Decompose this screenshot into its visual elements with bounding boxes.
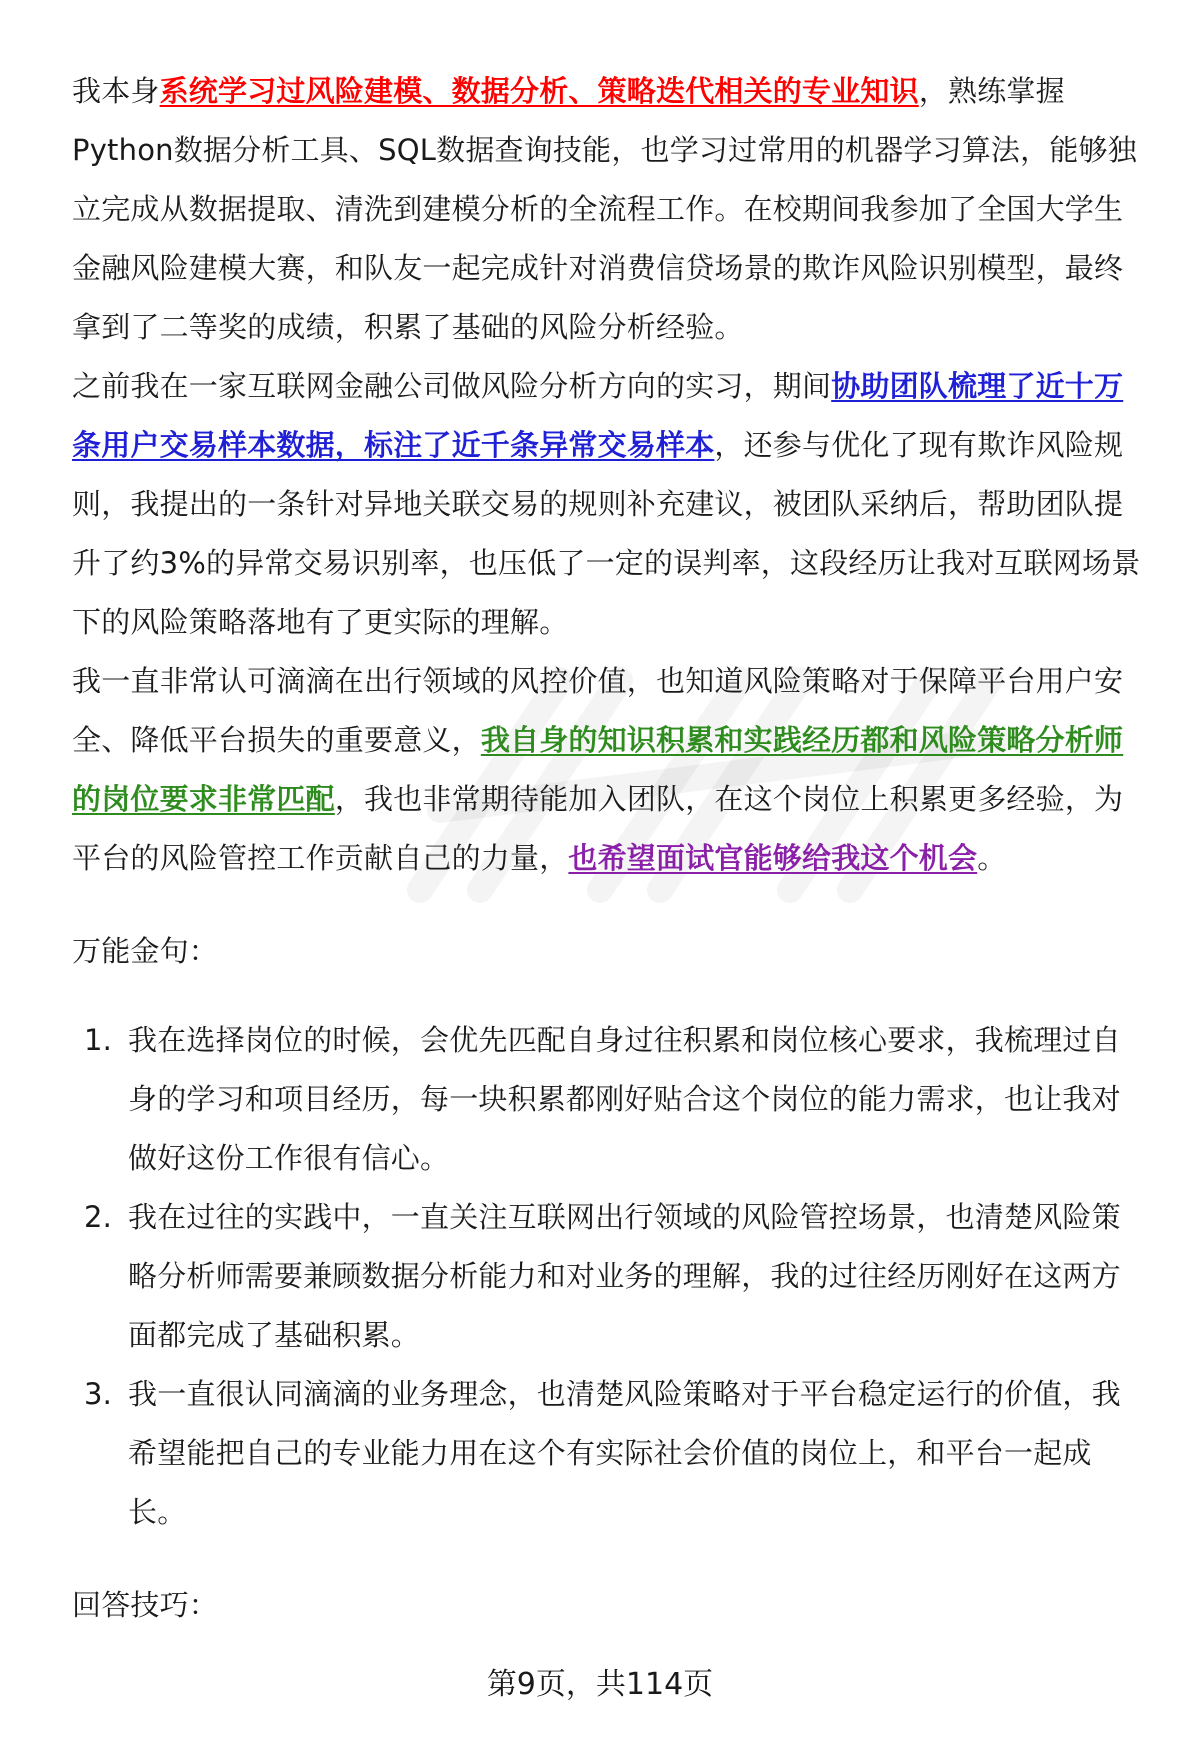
paragraph-2-after: ，还参与优化了现有欺诈风险规则，我提出的一条针对异地关联交易的规则补充建议，被团队采纳后，帮助团队提升了约3%的异常交易识别率，也压低了一定的误判率，这段经历让我对互联网场景下的风险策略落地有了更实际的理解。 (72, 428, 1141, 639)
golden-sentences-list (72, 1011, 1152, 1542)
paragraph-3-highlight: 我自身的知识积累和实践经历都和风险策略分析师的岗位要求非常匹配 (72, 723, 1124, 816)
list-item (72, 1365, 1148, 1542)
paragraph-3-middle: ，我也非常期待能加入团队，在这个岗位上积累更多经验，为平台的风险管控工作贡献自己的力量， (72, 782, 1124, 875)
paragraph-2-before: 之前我在一家互联网金融公司做风险分析方向的实习，期间 (72, 369, 832, 403)
paragraph-1-before: 我本身 (72, 74, 160, 108)
answer-tips-heading: 回答技巧： (72, 1588, 219, 1622)
paragraph-1 (72, 62, 1152, 357)
paragraph-1-highlight: 系统学习过风险建模、数据分析、策略迭代相关的专业知识 (159, 74, 919, 108)
paragraph-3-before: 我一直非常认可滴滴在出行领域的风控价值，也知道风险策略对于保障平台用户安全、降低平台损失的重要意义， (72, 664, 1124, 757)
document-body (72, 62, 1152, 1635)
list-item-text: 我一直很认同滴滴的业务理念，也清楚风险策略对于平台稳定运行的价值，我希望能把自己的专业能力用在这个有实际社会价值的岗位上，和平台一起成长。 (128, 1377, 1121, 1529)
golden-sentences-heading: 万能金句： (72, 934, 219, 968)
list-item (72, 1011, 1148, 1188)
list-item (72, 1188, 1148, 1365)
list-item-number: 2. (84, 1200, 113, 1234)
paragraph-2-highlight: 协助团队梳理了近十万条用户交易样本数据，标注了近千条异常交易样本 (72, 369, 1124, 462)
paragraph-2 (72, 357, 1152, 652)
page-number-footer: 第9页，共114页 (486, 1667, 714, 1702)
paragraph-3-highlight-2: 也希望面试官能够给我这个机会 (568, 841, 978, 875)
paragraph-3 (72, 652, 1152, 888)
paragraph-3-after: 。 (977, 841, 1007, 875)
paragraph-1-after: ，熟练掌握Python数据分析工具、SQL数据查询技能，也学习过常用的机器学习算法，能够独立完成从数据提取、清洗到建模分析的全流程工作。在校期间我参加了全国大学生金融风险建模大赛，和队友一起完成针对消费信贷场景的欺诈风险识别模型，最终拿到了二等奖的成绩，积累了基础的风险分析经验。 (72, 74, 1137, 344)
list-item-number: 3. (84, 1377, 113, 1411)
list-item-text: 我在过往的实践中，一直关注互联网出行领域的风险管控场景，也清楚风险策略分析师需要兼顾数据分析能力和对业务的理解，我的过往经历刚好在这两方面都完成了基础积累。 (128, 1200, 1121, 1352)
list-item-number: 1. (84, 1023, 113, 1057)
list-item-text: 我在选择岗位的时候，会优先匹配自身过往积累和岗位核心要求，我梳理过自身的学习和项目经历，每一块积累都刚好贴合这个岗位的能力需求，也让我对做好这份工作很有信心。 (128, 1023, 1121, 1175)
